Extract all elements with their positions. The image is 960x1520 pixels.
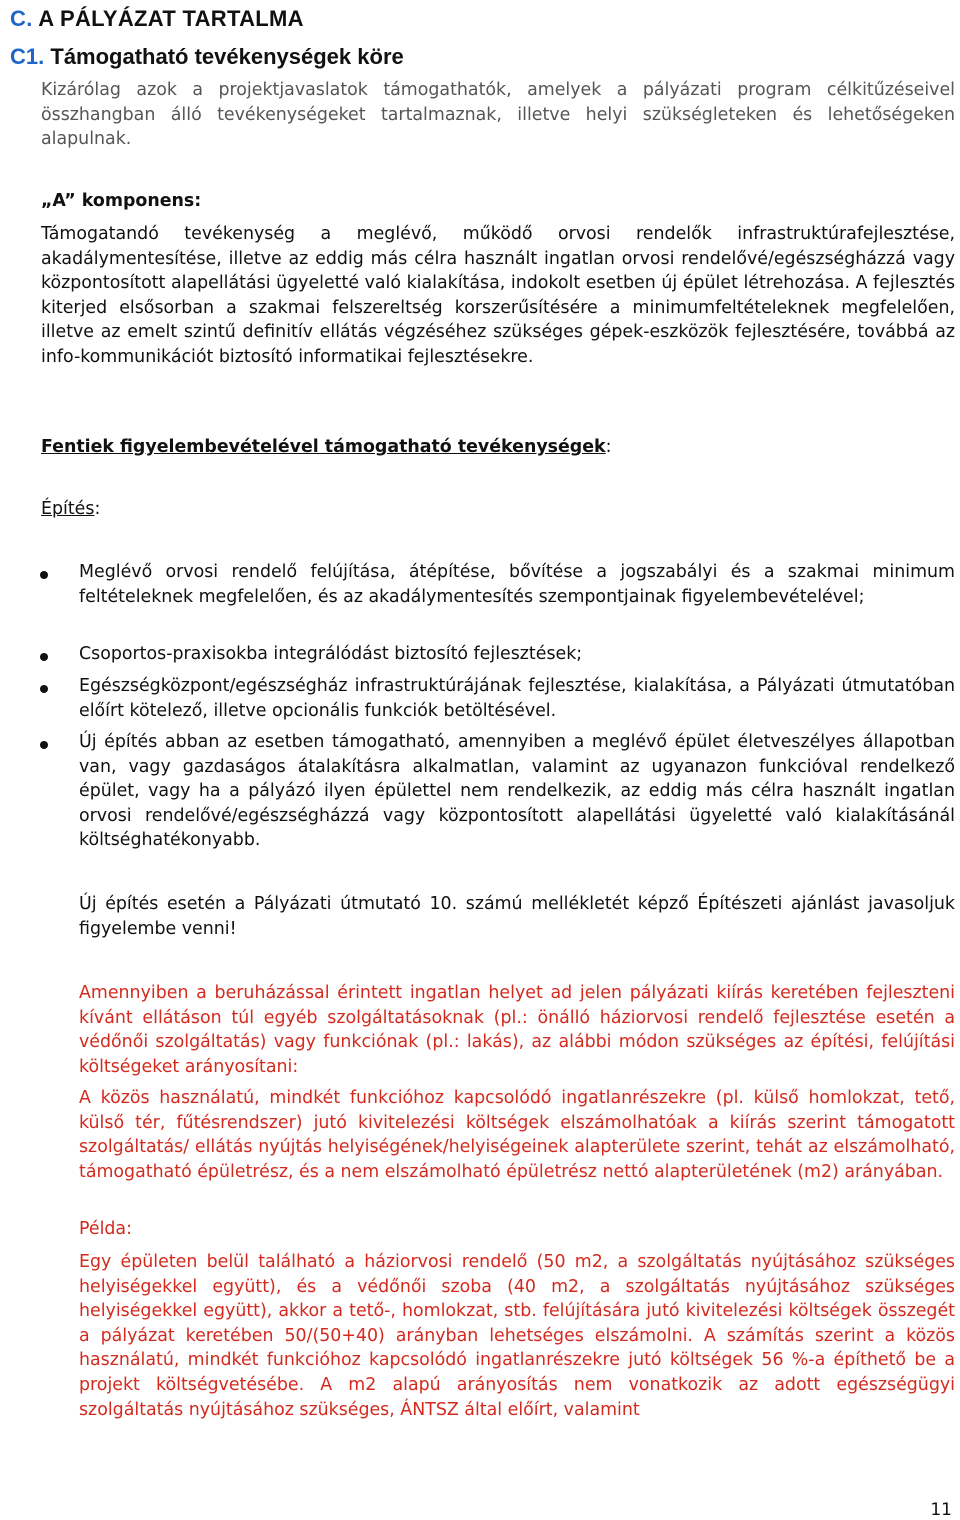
bullet-icon — [40, 685, 48, 693]
intro-paragraph: Kizárólag azok a projektjavaslatok támogathatók, amelyek a pályázati program célkitűzéseivel összhangban álló tevékenységeket tartalmaznak, illetve helyi szükségleteken és lehetőségeken alapulnak. — [41, 80, 955, 150]
subsection-number: C1. — [10, 44, 45, 69]
section-title: A PÁLYÁZAT TARTALMA — [38, 6, 304, 31]
construction-colon: : — [94, 499, 101, 519]
component-title: „A” komponens: — [41, 191, 202, 211]
page-number: 11 — [930, 1500, 952, 1520]
list-item: Csoportos-praxisokba integrálódást biztosító fejlesztések; — [79, 644, 583, 664]
construction-label: Építés — [41, 499, 95, 519]
list-item: Egészségközpont/egészségház infrastruktúrájának fejlesztése, kialakítása, a Pályázati útmutatóban előírt kötelező, illetve opcionális funkciók betöltésével. — [79, 676, 955, 721]
example-label: Példa: — [79, 1219, 132, 1239]
bullet-icon — [40, 571, 48, 579]
bullet-icon — [40, 741, 48, 749]
construction-subheading — [41, 497, 955, 522]
section-heading — [10, 6, 304, 32]
example-paragraph: Egy épületen belül található a háziorvosi rendelő (50 m2, a szolgáltatás nyújtásához szükséges helyiségekkel együtt), és a védőnői szoba (40 m2, a szolgáltatás nyújtásához szükséges helyiségekkel együtt), akkor a tető-, homlokzat, stb. felújítására jutó kivitelezési költségek összegét a pályázat keretében 50/(50+40) arányban lehetséges elszámolni. A számítás szerint a közös használatú, mindkét funkcióhoz kapcsolódó ingatlanrészekre jutó költségek 56 %-a építhető be a projekt költségvetésébe. A m2 alapú arányosítás nem vonatkozik az adott egészségügyi szolgáltatás nyújtásához szükséges, ÁNTSZ által előírt, valamint — [79, 1252, 955, 1420]
shared-costs-paragraph: A közös használatú, mindkét funkcióhoz kapcsolódó ingatlanrészekre (pl. külső homlokzat, tető, külső tér, fűtésrendszer) jutó kivitelezési költségek elszámolhatóak a kiírás szerint támogatott szolgáltatás/ ellátás nyújtás helyiségének/helyiségeinek alapterülete szerint, tehát az elszámolható, támogatható épületrész, és a nem elszámolható épületrész nettó alapterületének (m2) arányában. — [79, 1088, 955, 1182]
subsection-heading — [10, 44, 404, 70]
supported-activities-heading — [41, 435, 955, 460]
section-number: C. — [10, 6, 33, 31]
list-item: Új építés abban az esetben támogatható, amennyiben a meglévő épület életveszélyes állapotban van, vagy gazdaságos átalakításra alkalmatlan, valamint az ugyanazon funkcióval rendelkező épület, vagy ha a pályázó ilyen épülettel nem rendelkezik, az eddig más célra használt ingatlan orvosi rendelővé/egészségházzá vagy központosított alapellátási ügyeletté való kialakításánál költséghatékonyabb. — [79, 732, 955, 851]
new-build-note: Új építés esetén a Pályázati útmutató 10. számú mellékletét képző Építészeti ajánlást javasoljuk figyelembe venni! — [79, 894, 955, 939]
bullet-icon — [40, 653, 48, 661]
list-item: Meglévő orvosi rendelő felújítása, átépítése, bővítése a jogszabályi és a szakmai minimum feltételeknek megfelelően, és az akadálymentesítés szempontjainak figyelembevételével; — [79, 562, 955, 607]
component-description: Támogatandó tevékenység a meglévő, működő orvosi rendelők infrastruktúrafejlesztése, akadálymentesítése, illetve az eddig más célra használt ingatlan orvosi rendelővé/egészségházzá vagy központosított alapellátási ügyeletté való kialakítása, indokolt esetben új épület létrehozása. A fejlesztés kiterjed elsősorban a szakmai felszereltség korszerűsítésére a minimumfeltételeknek megfelelően, illetve az emelt szintű definitív ellátás végzéséhez szükséges gépek-eszközök fejlesztésére, továbbá az info-kommunikációt biztosító informatikai fejlesztésekre. — [41, 224, 955, 367]
supported-activities-title: Fentiek figyelembevételével támogatható tevékenységek — [41, 437, 606, 457]
apportion-paragraph: Amennyiben a beruházással érintett ingatlan helyet ad jelen pályázati kiírás keretében fejleszteni kívánt ellátáson túl egyéb szolgáltatásoknak (pl.: önálló háziorvosi rendelő fejlesztése esetén a védőnői szolgáltatás) vagy funkciónak (pl.: lakás), az alábbi módon szükséges az építési, felújítási költségeket arányosítani: — [79, 983, 955, 1077]
subsection-title: Támogatható tevékenységek köre — [50, 44, 404, 69]
supported-activities-colon: : — [605, 437, 612, 457]
